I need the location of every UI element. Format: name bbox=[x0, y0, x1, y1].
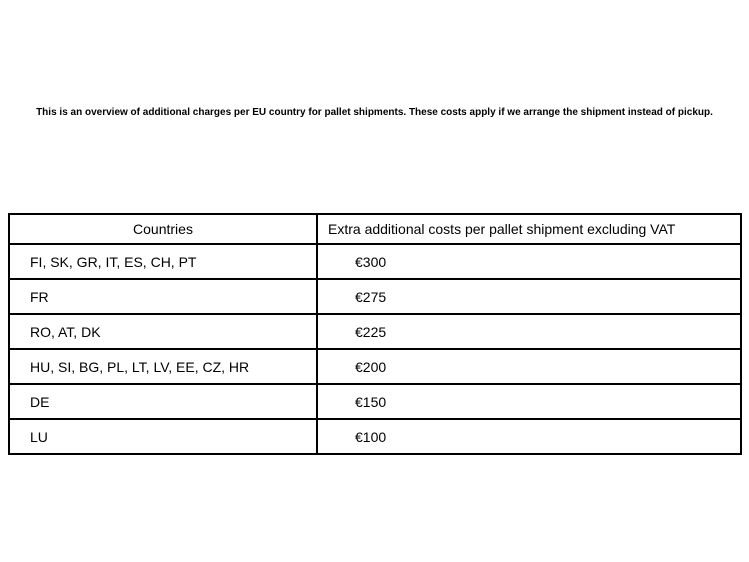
cost-cell: €200 bbox=[317, 349, 741, 384]
table-row bbox=[9, 384, 741, 419]
column-header-countries: Countries bbox=[9, 214, 317, 244]
intro-text: This is an overview of additional charges per EU country for pallet shipments. These costs apply if we arrange the shipment instead of pickup. bbox=[36, 107, 713, 118]
cost-cell: €225 bbox=[317, 314, 741, 349]
column-header-costs: Extra additional costs per pallet shipment excluding VAT bbox=[317, 214, 741, 244]
cost-cell: €100 bbox=[317, 419, 741, 454]
countries-cell: RO, AT, DK bbox=[9, 314, 317, 349]
table-row bbox=[9, 349, 741, 384]
table-row bbox=[9, 244, 741, 279]
table-body bbox=[9, 244, 741, 454]
cost-cell: €150 bbox=[317, 384, 741, 419]
table-row bbox=[9, 314, 741, 349]
table-row bbox=[9, 419, 741, 454]
countries-cell: DE bbox=[9, 384, 317, 419]
countries-cell: FR bbox=[9, 279, 317, 314]
cost-cell: €275 bbox=[317, 279, 741, 314]
table-header bbox=[9, 214, 741, 244]
cost-cell: €300 bbox=[317, 244, 741, 279]
countries-cell: HU, SI, BG, PL, LT, LV, EE, CZ, HR bbox=[9, 349, 317, 384]
countries-cell: LU bbox=[9, 419, 317, 454]
table-row bbox=[9, 279, 741, 314]
countries-cell: FI, SK, GR, IT, ES, CH, PT bbox=[9, 244, 317, 279]
header-row bbox=[9, 214, 741, 244]
pallet-charges-table bbox=[8, 213, 742, 455]
